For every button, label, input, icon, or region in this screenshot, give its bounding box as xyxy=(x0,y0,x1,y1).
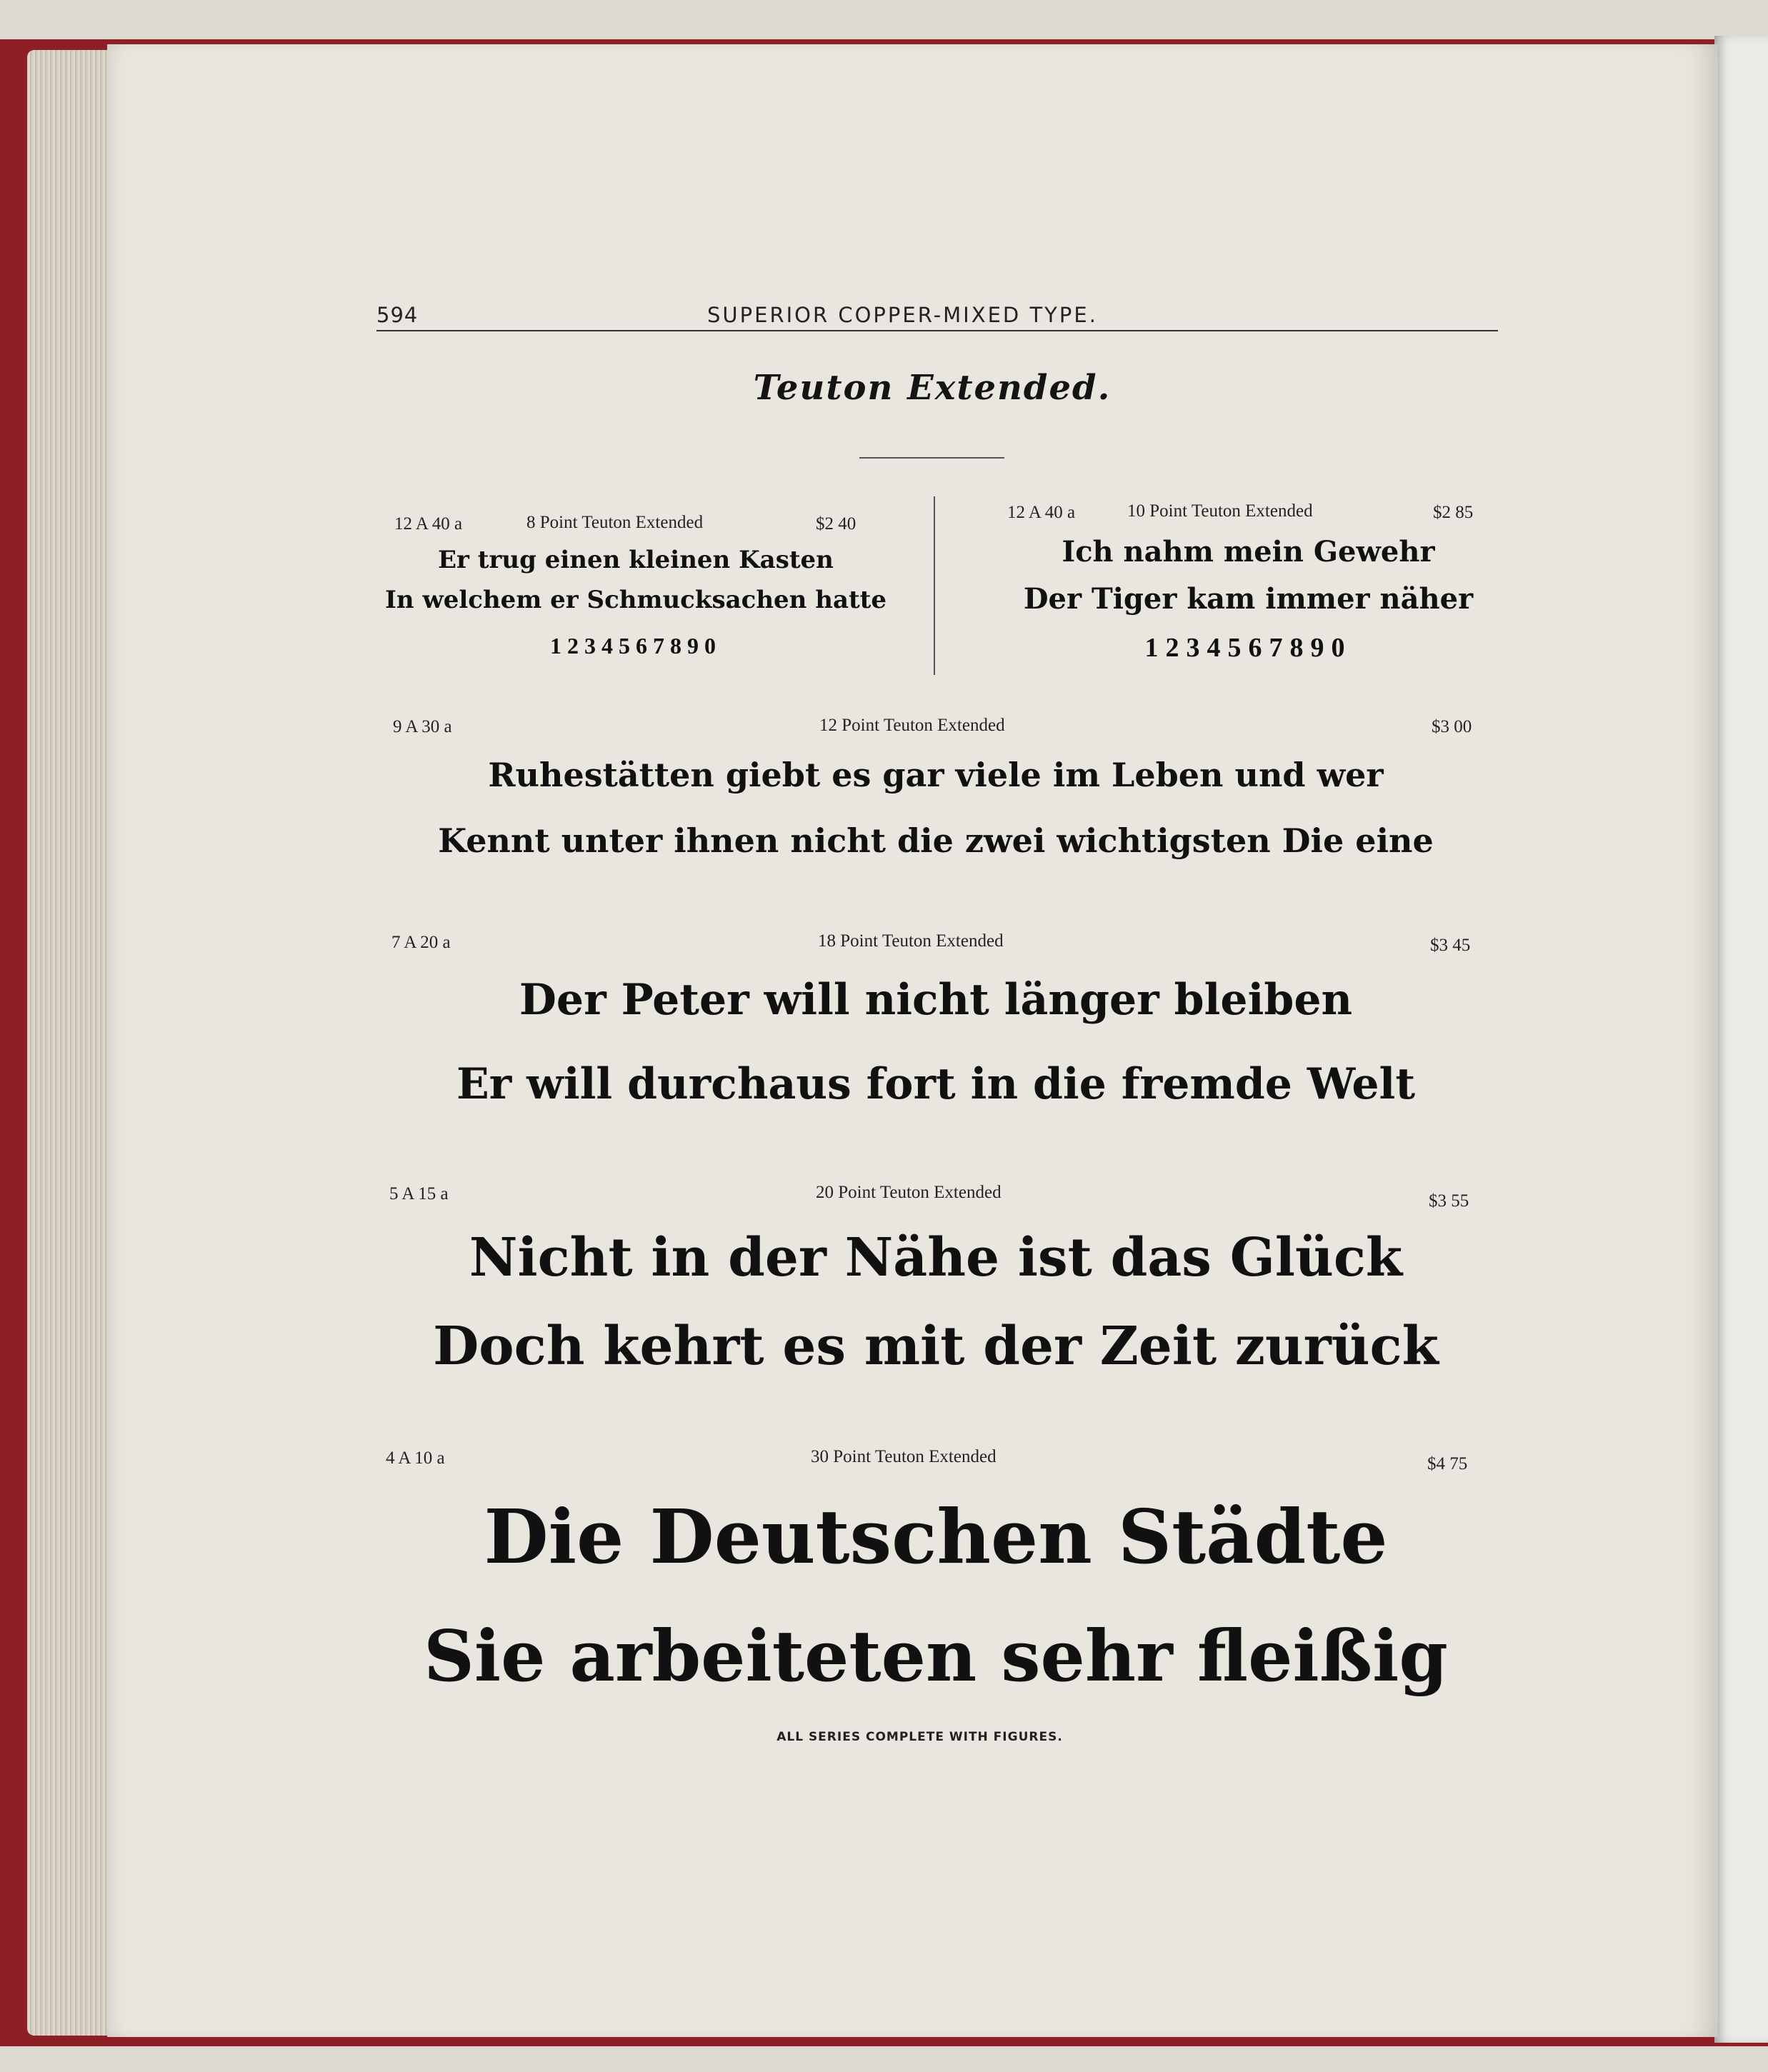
specimen-30pt-line-2: Sie arbeiteten sehr fleißig xyxy=(424,1616,1448,1698)
specimen-8pt-figures: 1234567890 xyxy=(550,633,721,659)
column-divider xyxy=(934,496,935,675)
specimen-10pt-price: $2 85 xyxy=(1433,503,1474,522)
specimen-30pt-size: 30 Point Teuton Extended xyxy=(811,1447,997,1466)
specimen-18pt-line-2: Er will durchaus fort in die fremde Welt xyxy=(456,1059,1416,1109)
facing-page-edge xyxy=(1714,36,1768,2043)
specimen-10pt-quantity: 12 A 40 a xyxy=(1007,503,1076,522)
specimen-12pt-price: $3 00 xyxy=(1432,717,1472,736)
running-title: SUPERIOR COPPER-MIXED TYPE. xyxy=(707,303,1098,327)
page-number: 594 xyxy=(376,303,419,327)
specimen-12pt-line-2: Kennt unter ihnen nicht die zwei wichtigsten Die eine xyxy=(438,821,1434,860)
specimen-8pt-quantity: 12 A 40 a xyxy=(394,514,463,534)
typeface-title: Teuton Extended. xyxy=(753,368,1112,408)
specimen-18pt-size: 18 Point Teuton Extended xyxy=(818,931,1004,951)
footer-note: ALL SERIES COMPLETE WITH FIGURES. xyxy=(776,1730,1063,1744)
specimen-30pt-price: $4 75 xyxy=(1427,1454,1468,1473)
specimen-12pt-line-1: Ruhestätten giebt es gar viele im Leben und wer xyxy=(488,756,1384,794)
specimen-8pt-line-1: Er trug einen kleinen Kasten xyxy=(438,546,834,574)
specimen-18pt-quantity: 7 A 20 a xyxy=(391,933,451,952)
specimen-10pt-line-1: Ich nahm mein Gewehr xyxy=(1062,535,1435,569)
specimen-8pt-line-2: In welchem er Schmucksachen hatte xyxy=(384,586,887,614)
specimen-30pt-quantity: 4 A 10 a xyxy=(386,1448,445,1468)
specimen-18pt-line-1: Der Peter will nicht länger bleiben xyxy=(519,975,1353,1025)
specimen-12pt-quantity: 9 A 30 a xyxy=(393,717,452,736)
specimen-20pt-size: 20 Point Teuton Extended xyxy=(816,1183,1002,1202)
specimen-30pt-line-1: Die Deutschen Städte xyxy=(484,1493,1388,1581)
specimen-20pt-line-2: Doch kehrt es mit der Zeit zurück xyxy=(433,1316,1439,1377)
specimen-18pt-price: $3 45 xyxy=(1430,936,1471,955)
title-rule xyxy=(859,457,1004,459)
page-stack-edge xyxy=(27,50,113,2036)
specimen-12pt-size: 12 Point Teuton Extended xyxy=(819,716,1005,735)
specimen-20pt-line-1: Nicht in der Nähe ist das Glück xyxy=(469,1227,1403,1288)
specimen-8pt-size: 8 Point Teuton Extended xyxy=(526,513,704,532)
specimen-10pt-figures: 1234567890 xyxy=(1144,633,1352,663)
specimen-10pt-size: 10 Point Teuton Extended xyxy=(1127,501,1313,521)
header-rule xyxy=(376,330,1498,331)
specimen-8pt-price: $2 40 xyxy=(816,514,856,534)
specimen-20pt-price: $3 55 xyxy=(1429,1191,1469,1211)
specimen-20pt-quantity: 5 A 15 a xyxy=(389,1184,449,1203)
specimen-10pt-line-2: Der Tiger kam immer näher xyxy=(1023,582,1474,616)
